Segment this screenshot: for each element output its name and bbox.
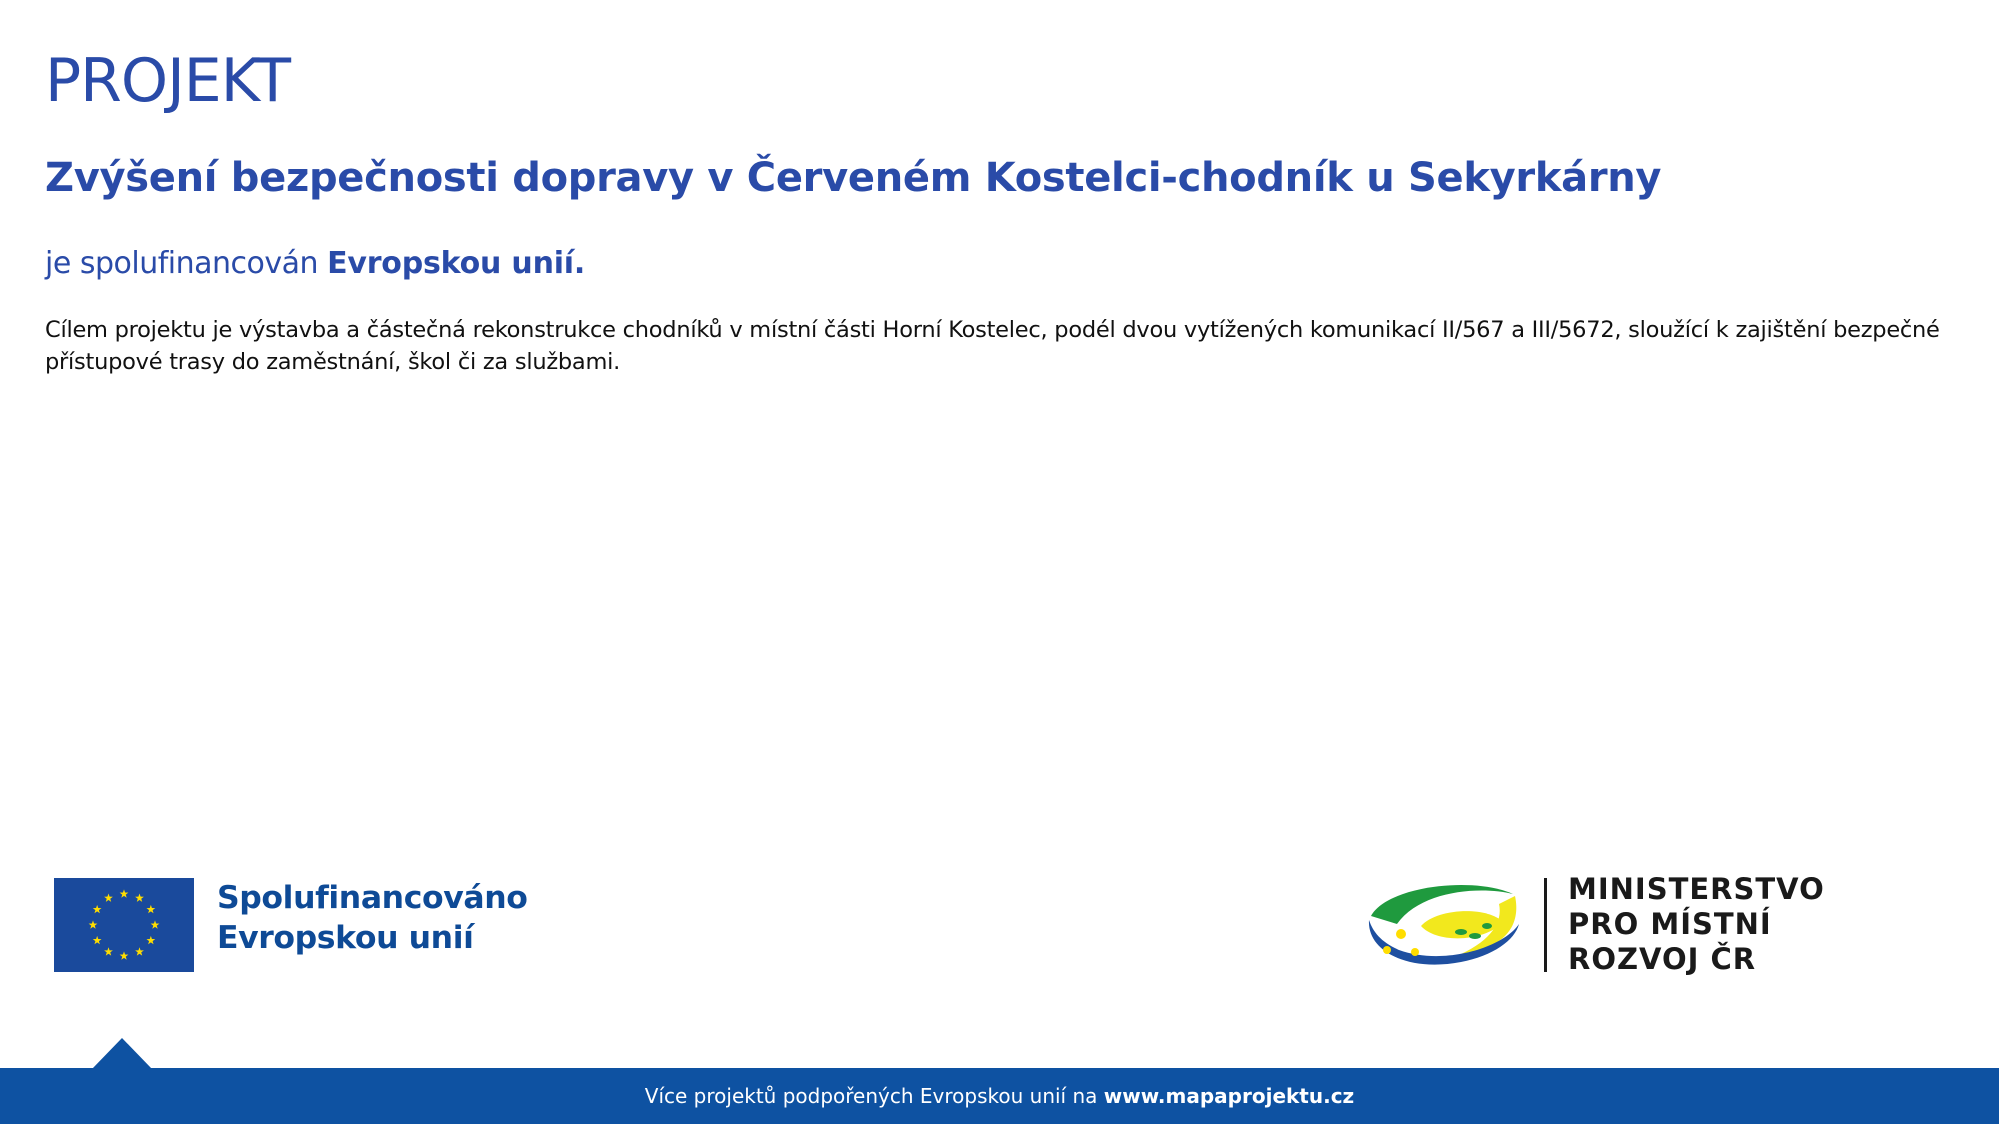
mmr-logo-icon <box>1365 878 1521 974</box>
eu-star-icon <box>151 920 160 928</box>
eu-star-icon <box>93 905 102 913</box>
cofinancing-prefix: je spolufinancován <box>45 246 319 281</box>
project-title: Zvýšení bezpečnosti dopravy v Červeném Kostelci-chodník u Sekyrkárny <box>45 155 1662 201</box>
cofinancing-line <box>45 246 585 281</box>
eu-star-icon <box>89 920 98 928</box>
project-description: Cílem projektu je výstavba a částečná rekonstrukce chodníků v místní části Horní Kostelec, podél dvou vytížených komunikací II/567 a III/5672, sloužící k zajištění bezpečné přístupové trasy do zaměstnání, škol či za službami. <box>45 317 1940 375</box>
eu-stars-icon <box>54 878 194 972</box>
eu-star-icon <box>120 951 129 959</box>
eu-flag-icon <box>54 878 194 972</box>
eu-star-icon <box>104 947 113 955</box>
eu-star-icon <box>104 894 113 902</box>
cofinancing-source: Evropskou unií. <box>327 246 586 281</box>
eu-cofinancing-text <box>217 878 527 958</box>
eu-star-icon <box>135 947 144 955</box>
eu-text-line-2: Evropskou unií <box>217 920 474 956</box>
mmr-name-line-2: PRO MÍSTNÍ <box>1568 907 1772 941</box>
mmr-divider <box>1544 878 1547 972</box>
mmr-name-line-3: ROZVOJ ČR <box>1568 942 1757 976</box>
eu-star-icon <box>146 905 155 913</box>
page-heading: PROJEKT <box>45 46 291 116</box>
footer-tab-notch <box>92 1038 152 1069</box>
footer-link[interactable]: www.mapaprojektu.cz <box>1103 1084 1355 1108</box>
footer-bar <box>0 1068 1999 1124</box>
mmr-name-line-1: MINISTERSTVO <box>1568 872 1825 906</box>
eu-star-icon <box>146 936 155 944</box>
eu-star-icon <box>135 894 144 902</box>
footer-text: Více projektů podpořených Evropskou unií na <box>644 1084 1098 1108</box>
eu-star-icon <box>120 889 129 897</box>
mmr-name <box>1568 872 1825 977</box>
eu-text-line-1: Spolufinancováno <box>217 880 528 916</box>
eu-star-icon <box>93 936 102 944</box>
